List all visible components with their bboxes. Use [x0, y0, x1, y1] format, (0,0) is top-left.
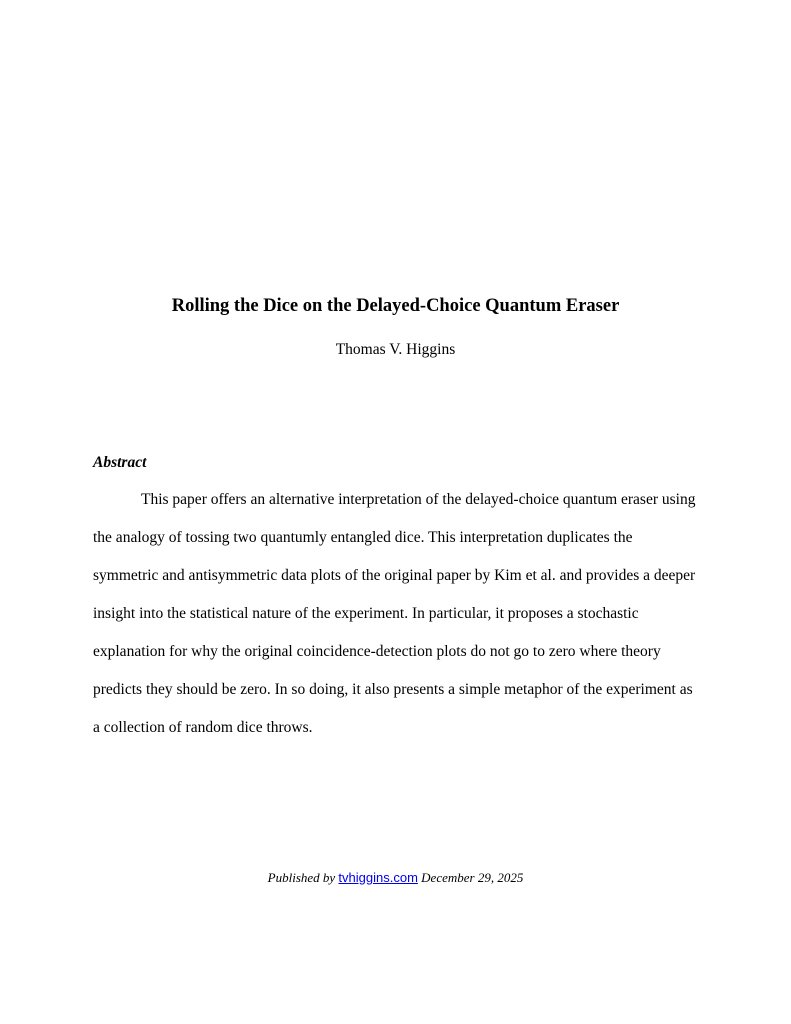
- abstract-line: predicts they should be zero. In so doing, it also presents a simple metaphor of the experiment as: [93, 681, 693, 698]
- abstract-line: insight into the statistical nature of the experiment. In particular, it proposes a stochastic: [93, 605, 639, 622]
- publication-date: December 29, 2025: [421, 870, 524, 885]
- publication-footer: [0, 870, 791, 886]
- abstract-line: a collection of random dice throws.: [93, 719, 313, 736]
- author-name: Thomas V. Higgins: [335, 341, 456, 358]
- paper-title: Rolling the Dice on the Delayed-Choice Quantum Eraser: [171, 296, 620, 316]
- abstract-line: the analogy of tossing two quantumly entangled dice. This interpretation duplicates the: [93, 529, 633, 546]
- abstract-heading: Abstract: [93, 454, 147, 471]
- abstract-line: symmetric and antisymmetric data plots of the original paper by Kim et al. and provides a deeper: [93, 567, 696, 584]
- published-by-label: Published by: [267, 870, 336, 885]
- abstract-line: explanation for why the original coincidence-detection plots do not go to zero where theory: [93, 643, 661, 660]
- website-link[interactable]: tvhiggins.com: [338, 870, 418, 885]
- abstract-line: This paper offers an alternative interpretation of the delayed-choice quantum eraser using: [141, 491, 696, 508]
